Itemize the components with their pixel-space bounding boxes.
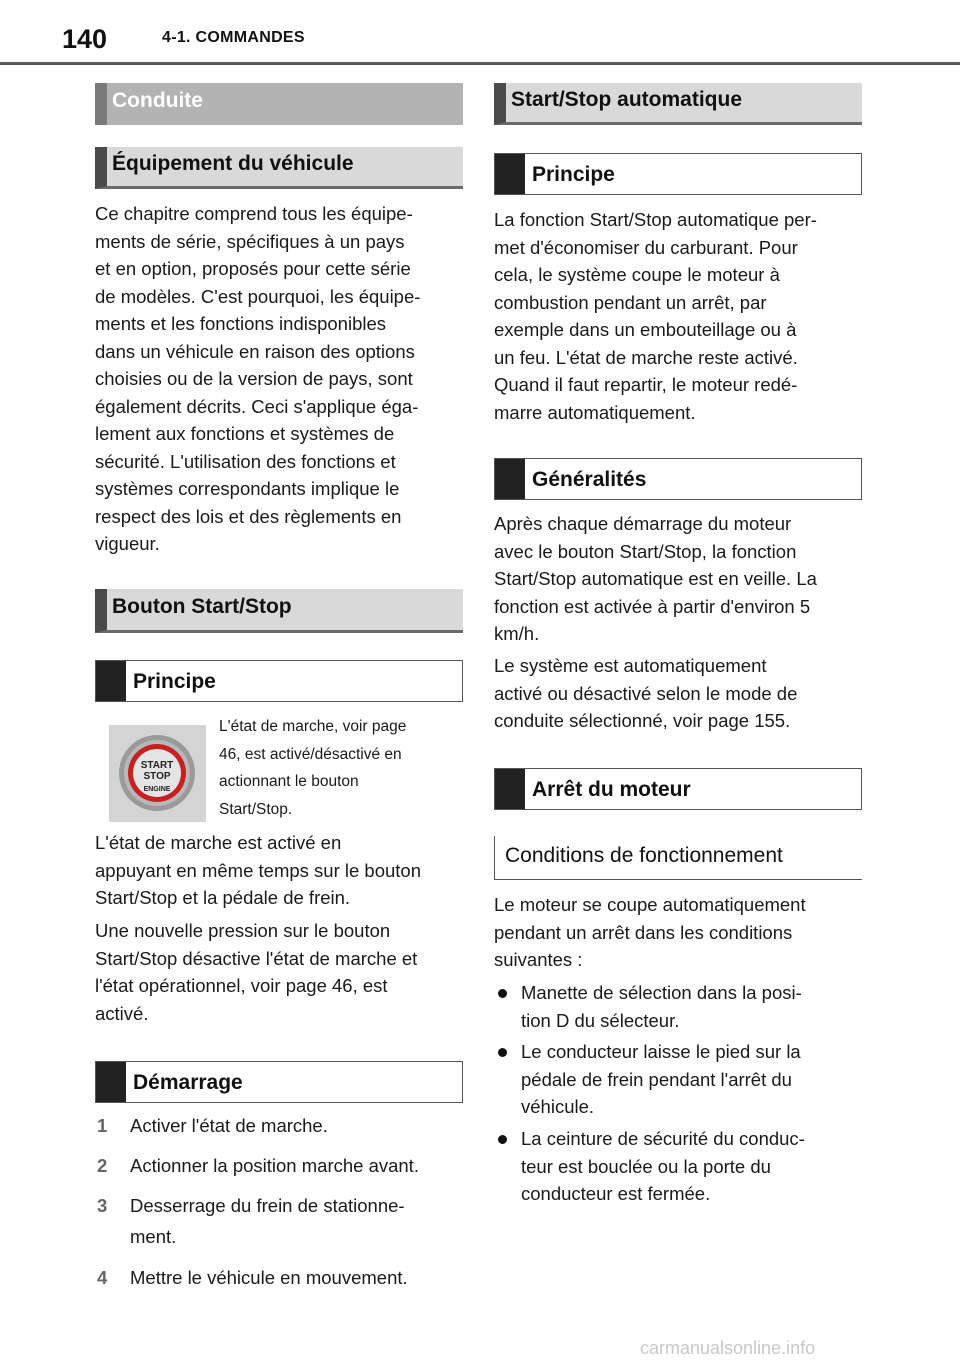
text-line: fonction est activée à partir d'environ 5 (494, 595, 811, 617)
step-text: Desserrage du frein de stationne- (130, 1195, 405, 1216)
conditions-heading (494, 836, 862, 880)
text-line: actionnant le bouton (219, 773, 359, 790)
text-line: un feu. L'état de marche reste activé. (494, 346, 798, 368)
text-line: de modèles. C'est pourquoi, les équipe- (95, 285, 421, 307)
text-line: pendant un arrêt dans les conditions (494, 921, 793, 943)
text-line: Après chaque démarrage du moteur (494, 513, 792, 534)
text-line: Le moteur se coupe automatiquement (494, 894, 806, 915)
watermark: carmanualsonline.info (640, 1338, 816, 1358)
text-line: teur est bouclée ou la porte du (521, 1155, 771, 1177)
section-start-stop-automatique (494, 83, 862, 125)
section-title: Bouton Start/Stop (112, 595, 292, 618)
step-text: ment. (130, 1226, 177, 1247)
subsection-marker (495, 769, 525, 809)
text-line: Une nouvelle pression sur le bouton (95, 920, 391, 941)
text-line: exemple dans un embouteillage ou à (494, 319, 797, 340)
text-line: Start/Stop automatique est en veille. La (494, 568, 817, 589)
text-line: Le conducteur laisse le pied sur la (521, 1041, 801, 1062)
step-number: 2 (97, 1155, 108, 1176)
text-line: combustion pendant un arrêt, par (494, 291, 767, 313)
text-line: Ce chapitre comprend tous les équipe- (95, 203, 413, 224)
text-line: Start/Stop et la pédale de frein. (95, 887, 351, 908)
text-line: 46, est activé/désactivé en (219, 745, 402, 763)
step-text: Activer l'état de marche. (130, 1115, 328, 1136)
photo-label-start: START (140, 760, 174, 771)
subsection-generalites (494, 458, 862, 500)
subsection-marker (96, 1062, 126, 1102)
subsection-title: Principe (133, 670, 216, 693)
photo-caption (219, 713, 459, 823)
text-line: et en option, proposés pour cette série (95, 258, 411, 279)
bullet-dot (498, 989, 507, 998)
text-line: L'état de marche, voir page (219, 718, 407, 735)
subsection-title: Arrêt du moteur (532, 778, 691, 801)
subsection-marker (495, 154, 525, 194)
text-line: met d'économiser du carburant. Pour (494, 236, 798, 258)
text-line: marre automatiquement. (494, 401, 696, 423)
generalites-paragraph-1 (494, 510, 874, 648)
section-title: Start/Stop automatique (511, 88, 743, 111)
principe-paragraph-1 (95, 829, 475, 912)
step-number: 3 (97, 1195, 108, 1216)
text-line: vigueur. (95, 533, 160, 554)
text-line: suivantes : (494, 949, 583, 970)
text-line: conduite sélectionné, voir page 155. (494, 710, 791, 731)
step-number: 1 (97, 1115, 108, 1136)
text-line: cela, le système coupe le moteur à (494, 264, 780, 285)
text-line: tion D du sélecteur. (521, 1009, 680, 1031)
text-line: Start/Stop. (219, 800, 293, 818)
subsection-title: Généralités (532, 468, 647, 491)
text-line: ments de série, spécifiques à un pays (95, 230, 405, 252)
text-line: Start/Stop désactive l'état de marche et (95, 947, 418, 969)
section-title: Équipement du véhicule (112, 152, 354, 175)
text-line: l'état opérationnel, voir page 46, est (95, 975, 388, 996)
subsection-marker (96, 661, 126, 701)
text-line: choisies ou de la version de pays, sont (95, 368, 413, 389)
equipement-paragraph (95, 200, 475, 558)
page-number: 140 (62, 24, 108, 54)
section-equipement (95, 147, 463, 189)
section-conduite (95, 83, 463, 125)
principe-paragraph-2 (95, 917, 475, 1027)
generalites-paragraph-2 (494, 652, 874, 735)
chapter-title: 4-1. COMMANDES (162, 29, 305, 46)
photo-label-stop: STOP (143, 771, 171, 782)
step-text: Actionner la position marche avant. (130, 1155, 419, 1176)
bullet-dot (498, 1135, 507, 1144)
text-line: La ceinture de sécurité du conduc- (521, 1128, 805, 1149)
principe-paragraph (494, 206, 874, 426)
text-line: ments et les fonctions indisponibles (95, 313, 387, 334)
step-number: 4 (97, 1267, 108, 1288)
text-line: La fonction Start/Stop automatique per- (494, 209, 817, 230)
subsection-demarrage (95, 1061, 463, 1103)
subsection-title: Principe (532, 163, 615, 186)
text-line: km/h. (494, 623, 540, 644)
text-line: véhicule. (521, 1096, 595, 1117)
text-line: pédale de frein pendant l'arrêt du (521, 1068, 792, 1090)
photo-label-engine: ENGINE (143, 786, 171, 793)
text-line: Quand il faut repartir, le moteur redé- (494, 374, 798, 395)
text-line: avec le bouton Start/Stop, la fonction (494, 540, 797, 562)
step-text: Mettre le véhicule en mouvement. (130, 1267, 408, 1288)
start-stop-button-photo (109, 725, 206, 822)
section-bouton-start-stop (95, 589, 463, 633)
text-line: lement aux fonctions et systèmes de (95, 423, 395, 444)
subsection-marker (495, 459, 525, 499)
bullet-dot (498, 1048, 507, 1057)
text-line: activé ou désactivé selon le mode de (494, 682, 798, 704)
text-line: Le système est automatiquement (494, 655, 767, 676)
text-line: appuyant en même temps sur le bouton (95, 859, 421, 881)
subsection-title: Démarrage (133, 1071, 243, 1094)
text-line: respect des lois et des règlements en (95, 505, 402, 527)
text-line: également décrits. Ceci s'applique éga- (95, 395, 419, 417)
conditions-intro (494, 891, 874, 974)
subsection-principe-left (95, 660, 463, 702)
text-line: Manette de sélection dans la posi- (521, 982, 802, 1003)
subsection-principe-right (494, 153, 862, 195)
conditions-title: Conditions de fonctionnement (505, 844, 783, 867)
text-line: L'état de marche est activé en (95, 832, 342, 853)
text-line: dans un véhicule en raison des options (95, 340, 415, 362)
subsection-arret-moteur (494, 768, 862, 810)
section-title: Conduite (112, 89, 203, 112)
header-rule (0, 62, 960, 65)
text-line: sécurité. L'utilisation des fonctions et (95, 450, 396, 472)
text-line: activé. (95, 1002, 149, 1024)
text-line: conducteur est fermée. (521, 1183, 711, 1204)
page-header (0, 0, 960, 70)
text-line: systèmes correspondants implique le (95, 478, 400, 499)
